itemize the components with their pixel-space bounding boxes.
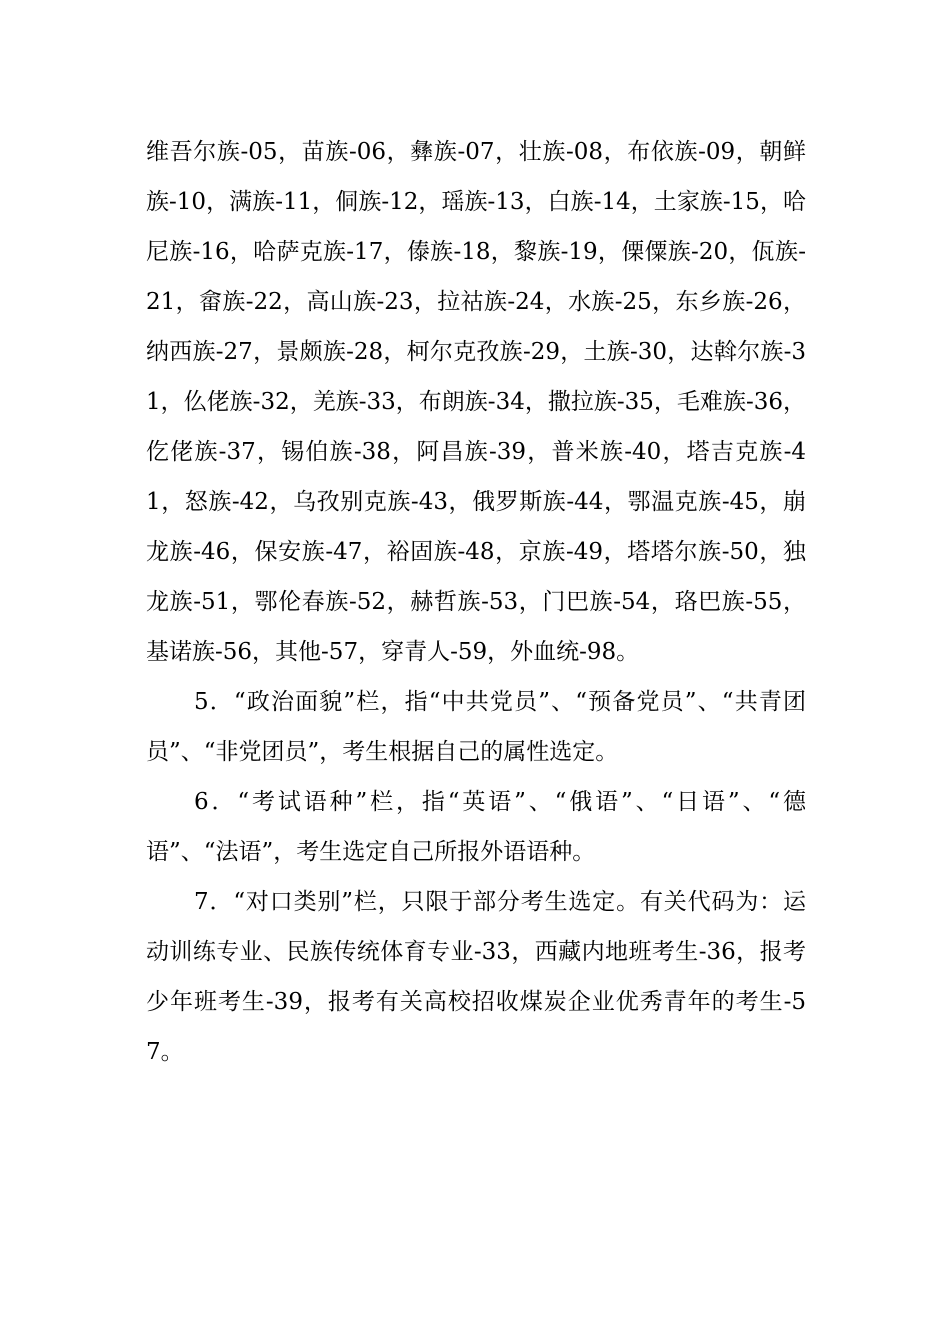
document-body <box>146 127 806 1077</box>
exam-language-paragraph: 6．“考试语种”栏，指“英语”、“俄语”、“日语”、“德语”、“法语”，考生选定自己所报外语语种。 <box>146 789 806 865</box>
political-status-paragraph: 5．“政治面貌”栏，指“中共党员”、“预备党员”、“共青团员”、“非党团员”，考生根据自己的属性选定。 <box>146 689 806 765</box>
ethnicity-code-list-paragraph: 维吾尔族-05，苗族-06，彝族-07，壮族-08，布依族-09，朝鲜族-10，满族-11，侗族-12，瑶族-13，白族-14，土家族-15，哈尼族-16，哈萨克族-17，傣族-18，黎族-19，傈僳族-20，佤族-21，畲族-22，高山族-23，拉祜族-24，水族-25，东乡族-26，纳西族-27，景颇族-28，柯尔克孜族-29，土族-30，达斡尔族-31，仫佬族-32，羌族-33，布朗族-34，撒拉族-35，毛难族-36，仡佬族-37，锡伯族-38，阿昌族-39，普米族-40，塔吉克族-41，怒族-42，乌孜别克族-43，俄罗斯族-44，鄂温克族-45，崩龙族-46，保安族-47，裕固族-48，京族-49，塔塔尔族-50，独龙族-51，鄂伦春族-52，赫哲族-53，门巴族-54，珞巴族-55，基诺族-56，其他-57，穿青人-59，外血统-98。 <box>146 139 806 665</box>
targeted-category-paragraph: 7．“对口类别”栏，只限于部分考生选定。有关代码为：运动训练专业、民族传统体育专业-33，西藏内地班考生-36，报考少年班考生-39，报考有关高校招收煤炭企业优秀青年的考生-57。 <box>146 889 806 1065</box>
